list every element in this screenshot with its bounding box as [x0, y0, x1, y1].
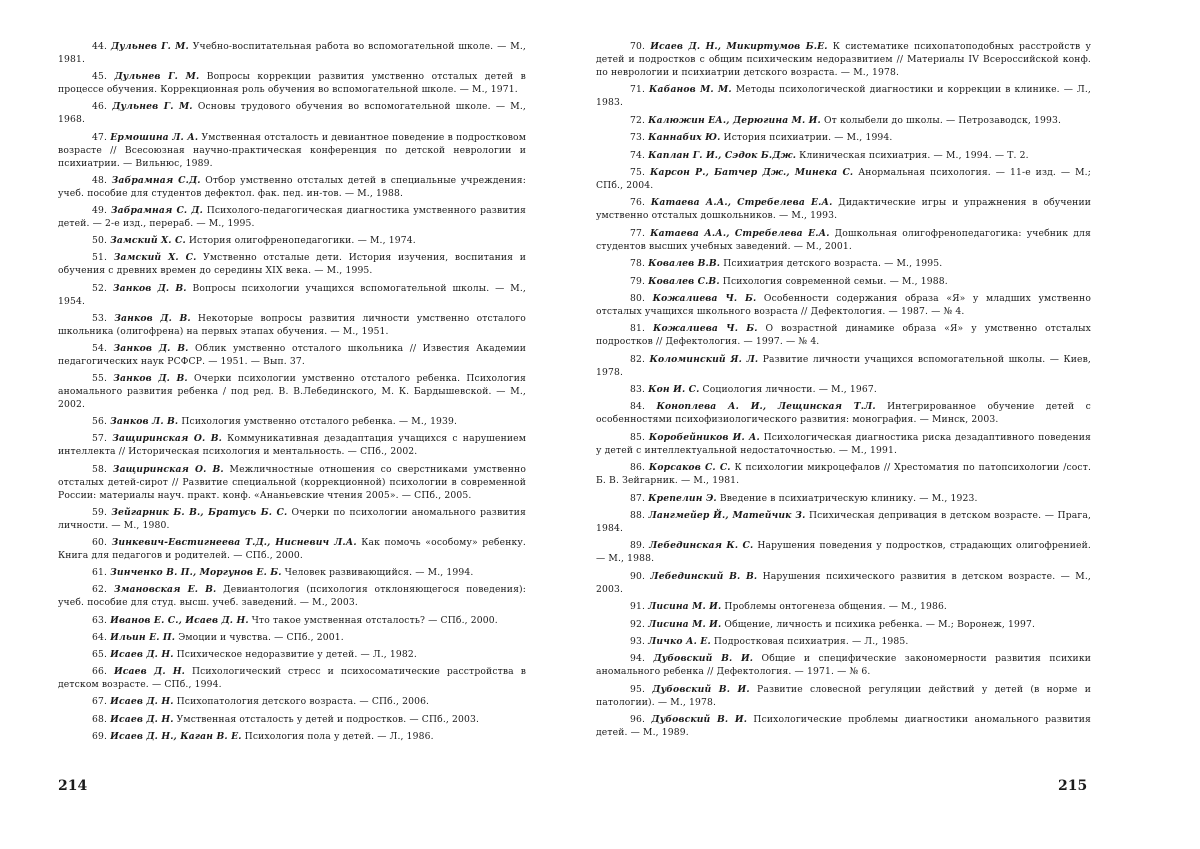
entry-number: 80.	[630, 293, 645, 304]
entry-number: 66.	[92, 666, 107, 677]
bibliography-entry	[596, 383, 1091, 396]
bibliography-entry	[58, 282, 526, 308]
entry-text: История олигофренопедагогики. — М., 1974.	[189, 235, 416, 246]
entry-number: 71.	[630, 84, 645, 95]
entry-number: 81.	[630, 323, 645, 334]
entry-author: Забрамная С.Д.	[112, 175, 201, 186]
bibliography-entry	[596, 275, 1091, 288]
left-bibliography-list	[58, 40, 526, 743]
entry-text: Введение в психиатрическую клинику. — М., 1923.	[720, 493, 978, 504]
bibliography-entry	[596, 618, 1091, 631]
entry-author: Каплан Г. И., Сэдок Б.Дж.	[648, 150, 796, 161]
bibliography-entry	[596, 400, 1091, 426]
entry-number: 67.	[92, 696, 107, 707]
bibliography-entry	[58, 372, 526, 411]
bibliography-entry	[58, 695, 526, 708]
entry-author: Ильин Е. П.	[110, 632, 175, 643]
entry-text: Клиническая психиатрия. — М., 1994. — Т. 2.	[799, 150, 1029, 161]
entry-number: 85.	[630, 432, 645, 443]
bibliography-entry	[58, 648, 526, 661]
entry-number: 79.	[630, 276, 645, 287]
entry-number: 55.	[92, 373, 107, 384]
entry-number: 50.	[92, 235, 107, 246]
entry-number: 56.	[92, 416, 107, 427]
bibliography-entry	[596, 196, 1091, 222]
entry-text: О возрастной динамике образа «Я» у умственно отсталых подростков // Дефектология. — 1997. — № 4.	[596, 323, 1091, 347]
entry-author: Замский Х. С.	[110, 235, 186, 246]
entry-number: 68.	[92, 714, 107, 725]
entry-text: Проблемы онтогенеза общения. — М., 1986.	[724, 601, 947, 612]
entry-number: 96.	[630, 714, 645, 725]
bibliography-entry	[58, 40, 526, 66]
entry-number: 48.	[92, 175, 107, 186]
entry-author: Занков Л. В.	[110, 416, 178, 427]
entry-author: Змановская Е. В.	[114, 584, 217, 595]
entry-number: 61.	[92, 567, 107, 578]
page-number-left: 214	[58, 778, 87, 794]
bibliography-entry	[58, 312, 526, 338]
entry-number: 89.	[630, 540, 645, 551]
entry-number: 69.	[92, 731, 107, 742]
entry-number: 94.	[630, 653, 645, 664]
entry-author: Коломинский Я. Л.	[649, 354, 758, 365]
entry-number: 72.	[630, 115, 645, 126]
entry-number: 60.	[92, 537, 107, 548]
entry-text: Вопросы коррекции развития умственно отсталых детей в процессе обучения. Коррекционная роль обучения во вспомогательной школе. — М., 1971.	[58, 71, 526, 95]
entry-author: Занков Д. В.	[114, 343, 189, 354]
entry-text: Развитие словесной регуляции действий у детей (в норме и патологии). — М., 1978.	[596, 684, 1091, 708]
entry-text: К психологии микроцефалов // Хрестоматия по патопсихологии /сост. Б. В. Зейгарник. — М., 1981.	[596, 462, 1091, 486]
entry-author: Каннабих Ю.	[648, 132, 720, 143]
entry-number: 74.	[630, 150, 645, 161]
entry-number: 91.	[630, 601, 645, 612]
entry-text: Психология умственно отсталого ребенка. — М., 1939.	[181, 416, 457, 427]
entry-text: Учебно-воспитательная работа во вспомогательной школе. — М., 1981.	[58, 41, 526, 65]
bibliography-entry	[58, 342, 526, 368]
entry-author: Дульнев Г. М.	[111, 41, 189, 52]
entry-number: 45.	[92, 71, 107, 82]
bibliography-entry	[58, 536, 526, 562]
bibliography-entry	[596, 131, 1091, 144]
entry-text: К систематике психопатоподобных расстройств у детей и подростков с общим психическим недоразвитием // Материалы IV Всероссийской конф. по неврологии и психиатрии детского возраста. — М., 1978.	[596, 41, 1091, 78]
entry-text: Психиатрия детского возраста. — М., 1995.	[723, 258, 942, 269]
entry-author: Лангмейер Й., Матейчик З.	[649, 510, 806, 521]
entry-author: Защиринская О. В.	[113, 464, 224, 475]
entry-author: Коноплева А. И., Лещинская Т.Л.	[656, 401, 875, 412]
entry-text: Общие и специфические закономерности развития психики аномального ребенка // Дефектология. — 1971. — № 6.	[596, 653, 1091, 677]
entry-author: Дубовский В. И.	[651, 714, 747, 725]
entry-number: 57.	[92, 433, 107, 444]
entry-author: Забрамная С. Д.	[111, 205, 203, 216]
entry-text: Психолого-педагогическая диагностика умственного развития детей. — 2-е изд., перераб. — М., 1995.	[58, 205, 526, 229]
entry-number: 86.	[630, 462, 645, 473]
entry-author: Корсаков С. С.	[649, 462, 731, 473]
entry-number: 92.	[630, 619, 645, 630]
entry-text: Человек развивающийся. — М., 1994.	[285, 567, 474, 578]
left-page	[58, 40, 526, 747]
entry-author: Занков Д. В.	[114, 313, 190, 324]
entry-text: История психиатрии. — М., 1994.	[724, 132, 893, 143]
entry-text: Психологические проблемы диагностики аномального развития детей. — М., 1989.	[596, 714, 1091, 738]
entry-number: 93.	[630, 636, 645, 647]
entry-text: Психологический стресс и психосоматические расстройства в детском возрасте. — СПб., 1994.	[58, 666, 526, 690]
entry-author: Крепелин Э.	[648, 493, 717, 504]
entry-text: От колыбели до школы. — Петрозаводск, 1993.	[824, 115, 1061, 126]
bibliography-entry	[58, 631, 526, 644]
entry-author: Ковалев С.В.	[648, 276, 720, 287]
entry-number: 83.	[630, 384, 645, 395]
entry-text: Как помочь «особому» ребенку. Книга для педагогов и родителей. — СПб., 2000.	[58, 537, 526, 561]
entry-number: 63.	[92, 615, 107, 626]
entry-number: 53.	[92, 313, 107, 324]
entry-text: Психическое недоразвитие у детей. — Л., 1982.	[177, 649, 417, 660]
entry-text: Социология личности. — М., 1967.	[703, 384, 877, 395]
bibliography-entry	[58, 614, 526, 627]
entry-text: Очерки по психологии аномального развития личности. — М., 1980.	[58, 507, 526, 531]
entry-text: Эмоции и чувства. — СПб., 2001.	[178, 632, 344, 643]
bibliography-entry	[596, 539, 1091, 565]
entry-number: 78.	[630, 258, 645, 269]
entry-text: Подростковая психиатрия. — Л., 1985.	[714, 636, 909, 647]
entry-number: 65.	[92, 649, 107, 660]
entry-number: 84.	[630, 401, 645, 412]
bibliography-entry	[596, 570, 1091, 596]
bibliography-entry	[596, 83, 1091, 109]
bibliography-entry	[58, 234, 526, 247]
entry-author: Ермошина Л. А.	[110, 132, 198, 143]
entry-number: 76.	[630, 197, 645, 208]
entry-author: Иванов Е. С., Исаев Д. Н.	[110, 615, 249, 626]
entry-author: Исаев Д. Н.	[114, 666, 185, 677]
entry-author: Карсон Р., Батчер Дж., Минека С.	[650, 167, 853, 178]
bibliography-entry	[596, 461, 1091, 487]
bibliography-entry	[596, 114, 1091, 127]
entry-text: Психическая депривация в детском возрасте. — Прага, 1984.	[596, 510, 1091, 534]
entry-text: Психология пола у детей. — Л., 1986.	[245, 731, 434, 742]
entry-author: Личко А. Е.	[648, 636, 711, 647]
right-bibliography-list	[596, 40, 1091, 739]
bibliography-entry	[596, 509, 1091, 535]
bibliography-entry	[596, 635, 1091, 648]
entry-number: 44.	[92, 41, 107, 52]
bibliography-entry	[58, 415, 526, 428]
entry-author: Катаева А.А., Стребелева Е.А.	[650, 228, 829, 239]
bibliography-entry	[596, 683, 1091, 709]
entry-author: Лисина М. И.	[648, 601, 721, 612]
entry-number: 73.	[630, 132, 645, 143]
entry-author: Дубовский В. И.	[652, 684, 749, 695]
bibliography-entry	[596, 166, 1091, 192]
entry-number: 90.	[630, 571, 645, 582]
entry-text: Анормальная психология. — 11-е изд. — М.; СПб., 2004.	[596, 167, 1091, 191]
bibliography-entry	[58, 432, 526, 458]
entry-text: Психология современной семьи. — М., 1988.	[723, 276, 948, 287]
entry-author: Исаев Д. Н.	[110, 714, 173, 725]
entry-text: Девиантология (психология отклоняющегося поведения): учеб. пособие для студ. высш. учеб. заведений. — М., 2003.	[58, 584, 526, 608]
bibliography-entry	[58, 174, 526, 200]
entry-text: Психопатология детского возраста. — СПб., 2006.	[177, 696, 430, 707]
entry-author: Катаева А.А., Стребелева Е.А.	[651, 197, 833, 208]
bibliography-entry	[596, 713, 1091, 739]
entry-number: 70.	[630, 41, 645, 52]
bibliography-entry	[58, 506, 526, 532]
entry-number: 58.	[92, 464, 107, 475]
bibliography-entry	[596, 227, 1091, 253]
bibliography-entry	[58, 204, 526, 230]
entry-number: 54.	[92, 343, 107, 354]
bibliography-entry	[58, 583, 526, 609]
entry-number: 95.	[630, 684, 645, 695]
entry-author: Зинкевич-Евстигнеева Т.Д., Нисневич Л.А.	[112, 537, 357, 548]
bibliography-entry	[596, 292, 1091, 318]
bibliography-entry	[596, 353, 1091, 379]
entry-author: Лисина М. И.	[648, 619, 721, 630]
entry-text: Вопросы психологии учащихся вспомогательной школы. — М., 1954.	[58, 283, 526, 307]
entry-text: Умственная отсталость у детей и подростков. — СПб., 2003.	[177, 714, 479, 725]
entry-number: 87.	[630, 493, 645, 504]
bibliography-entry	[58, 251, 526, 277]
bibliography-entry	[58, 665, 526, 691]
entry-text: Нарушения поведения у подростков, страдающих олигофренией. — М., 1988.	[596, 540, 1091, 564]
entry-author: Дульнев Г. М.	[114, 71, 199, 82]
entry-text: Интегрированное обучение детей с особенностями психофизиологического развития: монография. — Минск, 2003.	[596, 401, 1091, 425]
entry-text: Умственная отсталость и девиантное поведение в подростковом возрасте // Всесоюзная научно-практическая конференция по детской неврологии и психиатрии. — Вильнюс, 1989.	[58, 132, 526, 169]
bibliography-entry	[596, 652, 1091, 678]
entry-author: Калюжин ЕА., Дерюгина М. И.	[648, 115, 821, 126]
entry-text: Отбор умственно отсталых детей в специальные учреждения: учеб. пособие для студентов дефектол. фак. пед. ин-тов. — М., 1988.	[58, 175, 526, 199]
entry-number: 62.	[92, 584, 107, 595]
bibliography-entry	[58, 463, 526, 502]
entry-text: Дошкольная олигофренопедагогика: учебник для студентов высших учебных заведений. — М., 2001.	[596, 228, 1091, 252]
entry-number: 52.	[92, 283, 107, 294]
bibliography-entry	[58, 713, 526, 726]
bibliography-entry	[596, 492, 1091, 505]
page-number-right: 215	[1058, 778, 1087, 794]
bibliography-entry	[596, 257, 1091, 270]
entry-text: Психологическая диагностика риска дезадаптивного поведения у детей с интеллектуальной недостаточностью. — М., 1991.	[596, 432, 1091, 456]
entry-number: 51.	[92, 252, 107, 263]
entry-author: Исаев Д. Н., Каган В. Е.	[110, 731, 241, 742]
entry-number: 77.	[630, 228, 645, 239]
entry-author: Кожалиева Ч. Б.	[653, 323, 758, 334]
entry-number: 59.	[92, 507, 107, 518]
bibliography-entry	[596, 600, 1091, 613]
bibliography-entry	[58, 566, 526, 579]
entry-text: Очерки психологии умственно отсталого ребенка. Психология аномального развития ребенка / под ред. В. В.Лебединского, М. К. Бардышевской. — М., 2002.	[58, 373, 526, 410]
entry-text: Умственно отсталые дети. История изучения, воспитания и обучения с древних времен до середины XIX века. — М., 1995.	[58, 252, 526, 276]
entry-author: Ковалев В.В.	[648, 258, 720, 269]
entry-author: Замский Х. С.	[114, 252, 197, 263]
bibliography-entry	[58, 70, 526, 96]
entry-author: Коробейников И. А.	[649, 432, 760, 443]
bibliography-entry	[58, 131, 526, 170]
entry-text: Особенности содержания образа «Я» у младших умственно отсталых учащихся школьного возраста // Дефектология. — 1987. — № 4.	[596, 293, 1091, 317]
bibliography-entry	[58, 730, 526, 743]
entry-number: 64.	[92, 632, 107, 643]
bibliography-entry	[596, 431, 1091, 457]
bibliography-entry	[58, 100, 526, 126]
entry-author: Дульнев Г. М.	[112, 101, 192, 112]
entry-author: Зейгарник Б. В., Братусь Б. С.	[111, 507, 287, 518]
entry-author: Занков Д. В.	[113, 283, 187, 294]
entry-text: Межличностные отношения со сверстниками умственно отсталых детей-сирот // Развитие специальной (коррекционной) психологии в современной России: материалы науч. практ. конф. «Ананьевские чтения 2005». — СПб., 2005.	[58, 464, 526, 501]
entry-number: 49.	[92, 205, 107, 216]
entry-author: Занков Д. В.	[113, 373, 187, 384]
entry-text: Облик умственно отсталого школьника // Известия Академии педагогических наук РСФСР. — 1951. — Вып. 37.	[58, 343, 526, 367]
entry-text: Дидактические игры и упражнения в обучении умственно отсталых дошкольников. — М., 1993.	[596, 197, 1091, 221]
entry-number: 75.	[630, 167, 645, 178]
entry-author: Кон И. С.	[648, 384, 699, 395]
entry-text: Нарушения психического развития в детском возрасте. — М., 2003.	[596, 571, 1091, 595]
entry-author: Лебединская К. С.	[649, 540, 753, 551]
entry-text: Коммуникативная дезадаптация учащихся с нарушением интеллекта // Историческая психология и ментальность. — СПб., 2002.	[58, 433, 526, 457]
entry-author: Зинченко В. П., Моргунов Е. Б.	[110, 567, 282, 578]
entry-author: Исаев Д. Н., Микиртумов Б.Е.	[650, 41, 827, 52]
entry-number: 82.	[630, 354, 645, 365]
entry-author: Защиринская О. В.	[112, 433, 222, 444]
bibliography-entry	[596, 322, 1091, 348]
entry-text: Основы трудового обучения во вспомогательной школе. — М., 1968.	[58, 101, 526, 125]
entry-author: Кожалиева Ч. Б.	[653, 293, 757, 304]
entry-text: Некоторые вопросы развития личности умственно отсталого школьника (олигофрена) на первых этапах обучения. — М., 1951.	[58, 313, 526, 337]
entry-author: Исаев Д. Н.	[110, 649, 173, 660]
bibliography-entry	[596, 149, 1091, 162]
entry-number: 46.	[92, 101, 107, 112]
entry-author: Кабанов М. М.	[649, 84, 732, 95]
entry-author: Исаев Д. Н.	[110, 696, 173, 707]
entry-text: Что такое умственная отсталость? — СПб., 2000.	[252, 615, 498, 626]
bibliography-entry	[596, 40, 1091, 79]
entry-number: 47.	[92, 132, 107, 143]
entry-text: Развитие личности учащихся вспомогательной школы. — Киев, 1978.	[596, 354, 1091, 378]
entry-text: Общение, личность и психика ребенка. — М.; Воронеж, 1997.	[724, 619, 1035, 630]
entry-author: Лебединский В. В.	[650, 571, 757, 582]
entry-number: 88.	[630, 510, 645, 521]
right-page	[596, 40, 1091, 744]
entry-author: Дубовский В. И.	[653, 653, 753, 664]
entry-text: Методы психологической диагностики и коррекции в клинике. — Л., 1983.	[596, 84, 1091, 108]
